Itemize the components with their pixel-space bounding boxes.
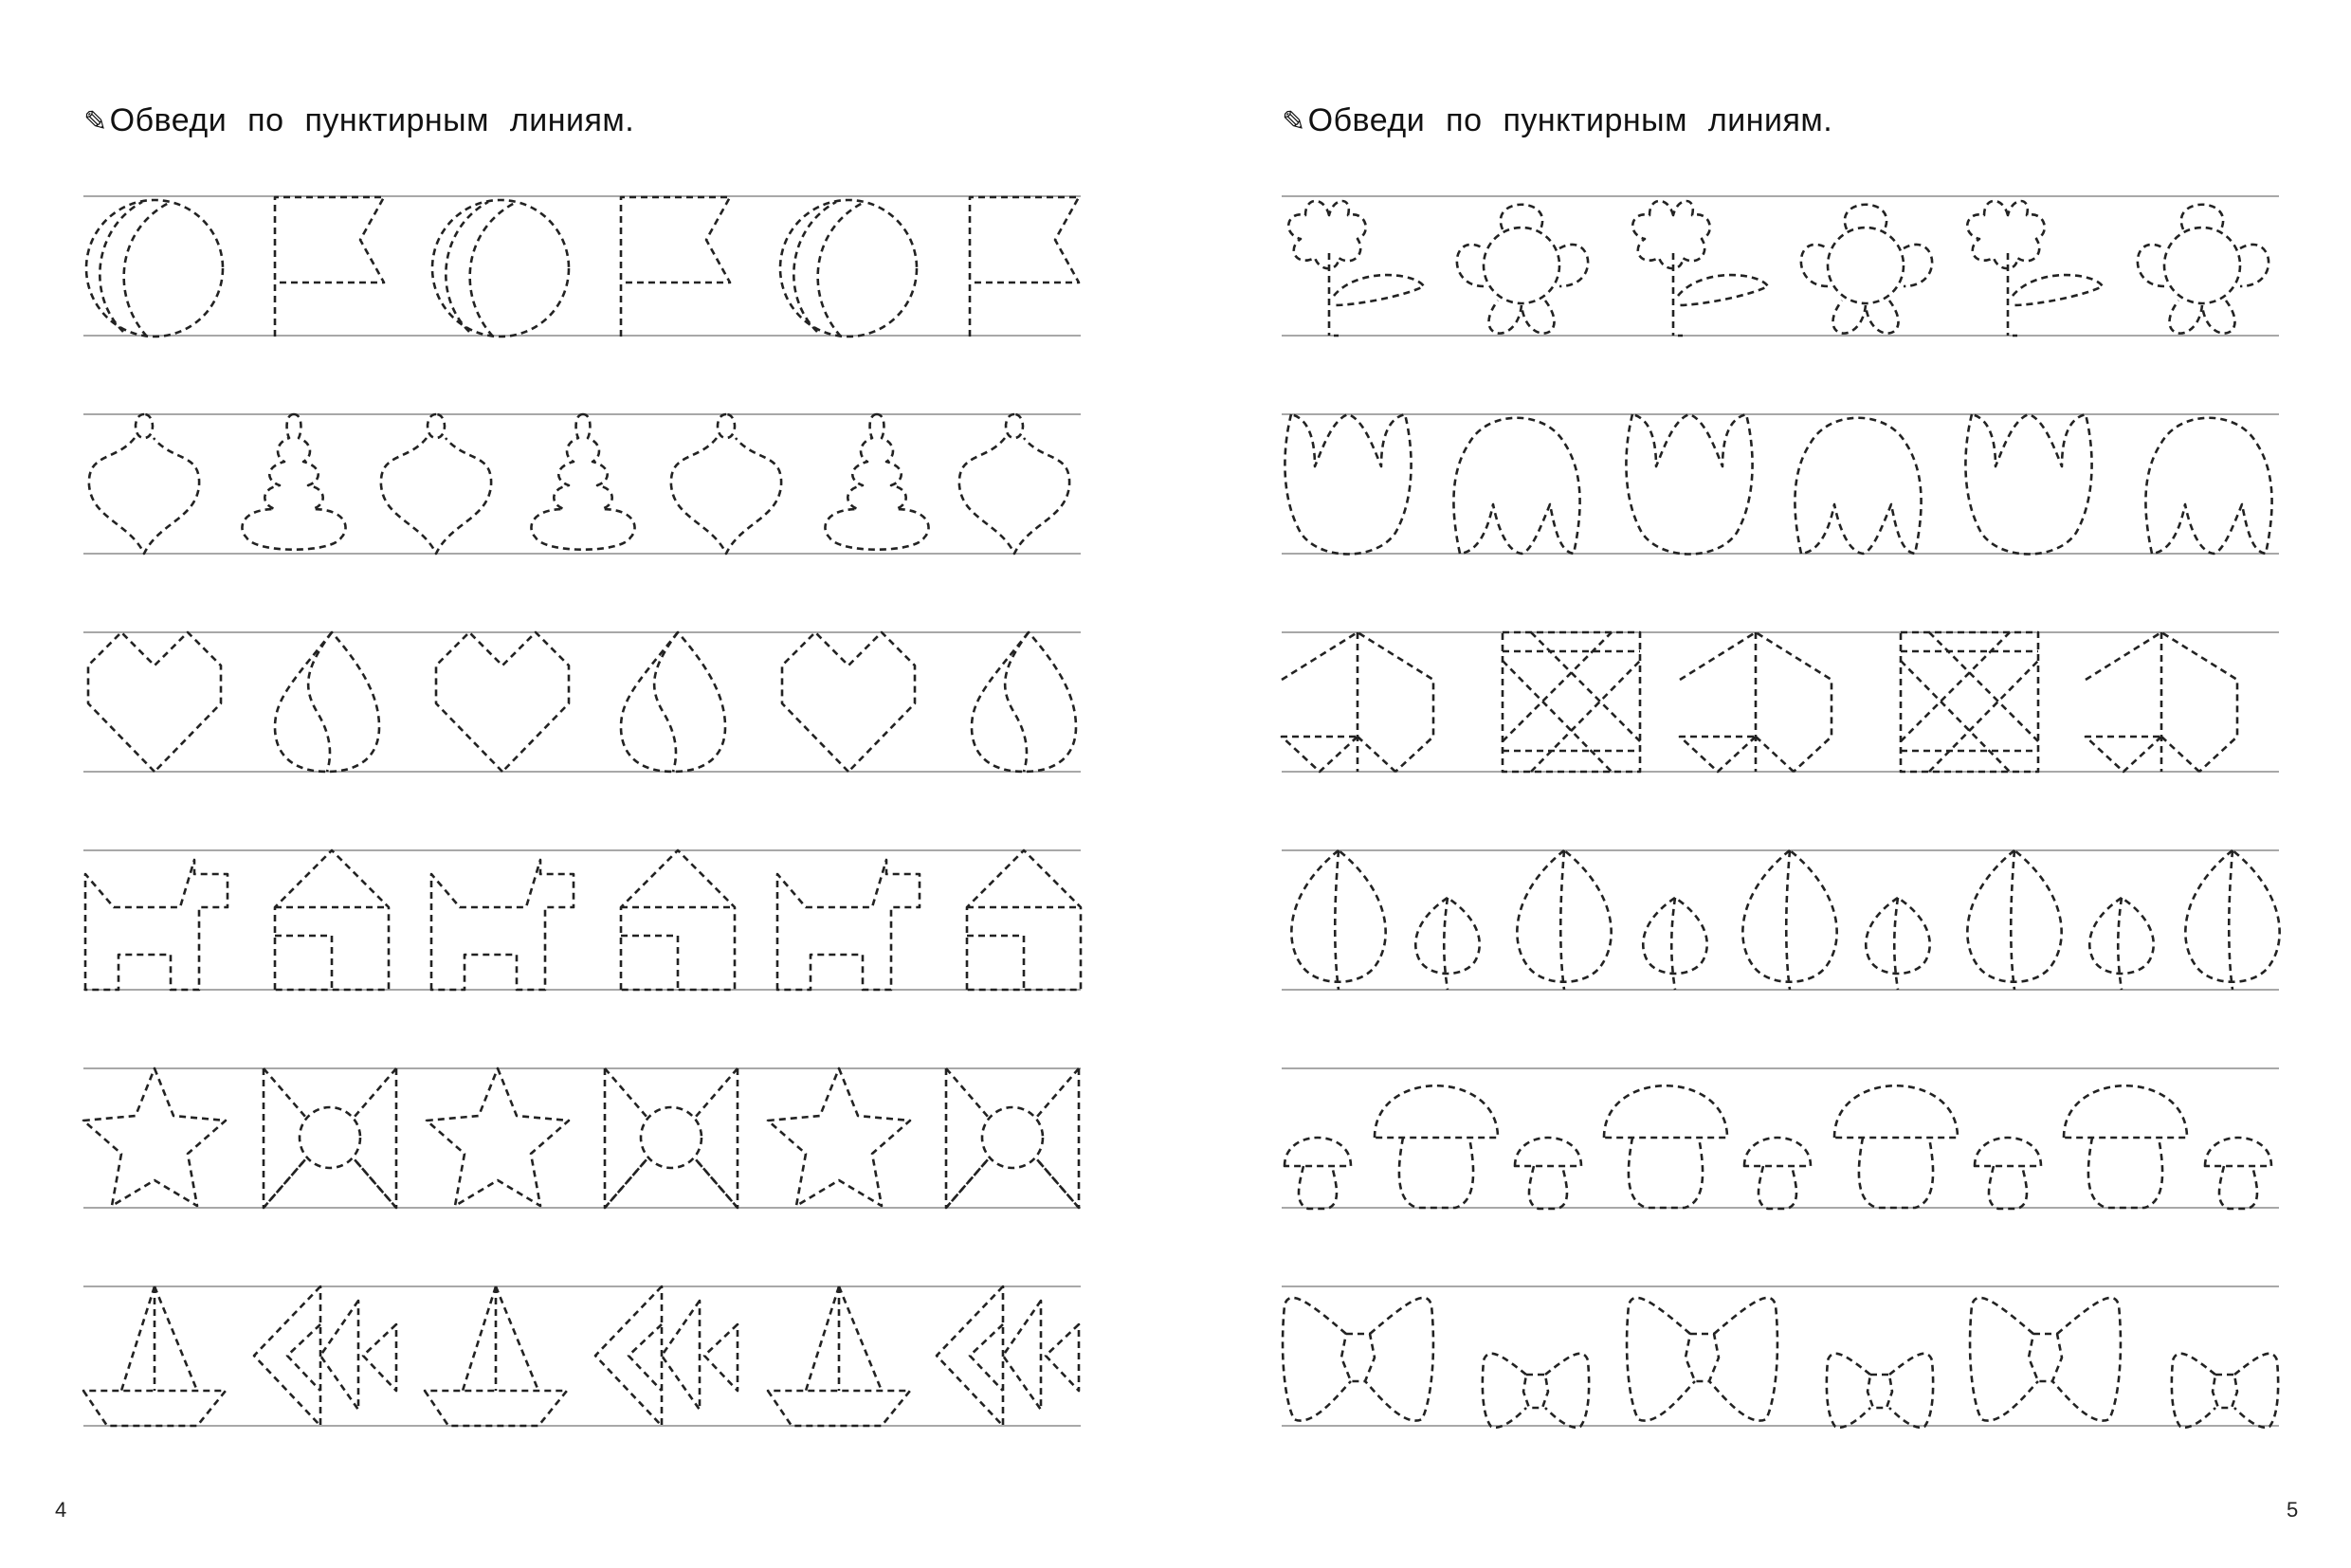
bow-small-shape [1483,1354,1589,1428]
row-star-bowtie [83,1068,1079,1208]
tulip-down-shape [2145,418,2271,554]
mushroom-small-shape [1744,1138,1811,1209]
row-bow [1283,1298,2278,1428]
leaf-big-shape [1517,850,1611,990]
hexagon-shape [2086,632,2237,772]
flower-small-shape [1632,201,1768,336]
flag-shape [621,197,730,337]
leaf-big-shape [1967,850,2061,990]
tulip-up-shape [1965,414,2091,555]
drop-shape [972,632,1076,772]
leaf-big-shape [1742,850,1836,990]
instruction-text: Обведи по пунктирным линиям. [1307,102,1833,138]
leaf-small-shape [1866,898,1930,990]
row-dog-house [85,850,1081,990]
page-number-right: 5 [2287,1498,2299,1522]
mushroom-small-shape [2205,1138,2271,1209]
flower-big-shape [1457,205,1588,334]
pencil-icon: ✎ [1282,106,1306,137]
house-shape [621,850,735,990]
tulip-up-shape [1626,414,1752,555]
bowtie-shape [605,1068,738,1208]
row-heart-drop [88,632,1076,772]
hexagon-shape [1680,632,1832,772]
mushroom-small-shape [1975,1138,2041,1209]
tulip-down-shape [1453,418,1579,554]
row-boat-arrows [83,1286,1079,1426]
star-shape [768,1068,910,1206]
boat-shape [83,1286,226,1426]
flag-shape [970,197,1079,337]
pencil-icon: ✎ [83,106,108,137]
flower-small-shape [1288,201,1424,336]
flower-big-shape [1801,205,1932,334]
row-mushroom [1285,1085,2271,1209]
leaf-small-shape [1643,898,1707,990]
bow-big-shape [1970,1298,2121,1421]
ornament-shape [959,414,1069,554]
boat-shape [768,1286,910,1426]
tree-shape [825,414,928,550]
leaf-big-shape [1291,850,1385,990]
ball-shape [432,200,569,337]
row-leaf [1291,850,2279,990]
leaf-big-shape [2185,850,2279,990]
bowtie-shape [264,1068,396,1208]
instruction-text: Обведи по пунктирным линиям. [109,102,635,138]
dog-shape [431,860,574,990]
star-shape [83,1068,226,1206]
tulip-down-shape [1795,418,1921,554]
bow-big-shape [1627,1298,1777,1421]
arrows-shape [254,1286,396,1426]
drop-shape [275,632,379,772]
flower-big-shape [2138,205,2269,334]
heart-shape [782,632,915,772]
ornament-shape [381,414,491,554]
mushroom-small-shape [1285,1138,1351,1209]
lattice-shape [1901,632,2038,772]
arrows-shape [937,1286,1079,1426]
mushroom-big-shape [1375,1085,1498,1208]
drop-shape [621,632,725,772]
row-flower [1288,201,2269,336]
ball-shape [86,200,223,337]
dog-shape [777,860,920,990]
heart-shape [88,632,221,772]
house-shape [275,850,389,990]
house-shape [967,850,1081,990]
mushroom-big-shape [2064,1085,2187,1208]
row-hexagon-lattice [1282,632,2237,772]
bowtie-shape [946,1068,1079,1208]
ball-shape [780,200,917,337]
tulip-up-shape [1285,414,1411,555]
bow-big-shape [1283,1298,1433,1421]
ornament-shape [671,414,781,554]
bow-small-shape [2172,1354,2278,1428]
star-shape [427,1068,569,1206]
bow-small-shape [1827,1354,1933,1428]
lattice-shape [1503,632,1640,772]
boat-shape [425,1286,567,1426]
mushroom-big-shape [1604,1085,1727,1208]
tree-shape [531,414,634,550]
row-ball-flag [86,197,1079,337]
arrows-shape [595,1286,738,1426]
hexagon-shape [1282,632,1433,772]
dog-shape [85,860,228,990]
row-tulip [1285,414,2271,555]
flower-small-shape [1967,201,2103,336]
mushroom-big-shape [1834,1085,1958,1208]
row-ornament-tree [89,414,1069,554]
ruled-lines [83,196,2279,1426]
mushroom-small-shape [1515,1138,1581,1209]
tree-shape [242,414,345,550]
page-number-left: 4 [55,1498,67,1522]
ornament-shape [89,414,199,554]
heart-shape [436,632,569,772]
flag-shape [275,197,384,337]
leaf-small-shape [2089,898,2154,990]
leaf-small-shape [1415,898,1480,990]
